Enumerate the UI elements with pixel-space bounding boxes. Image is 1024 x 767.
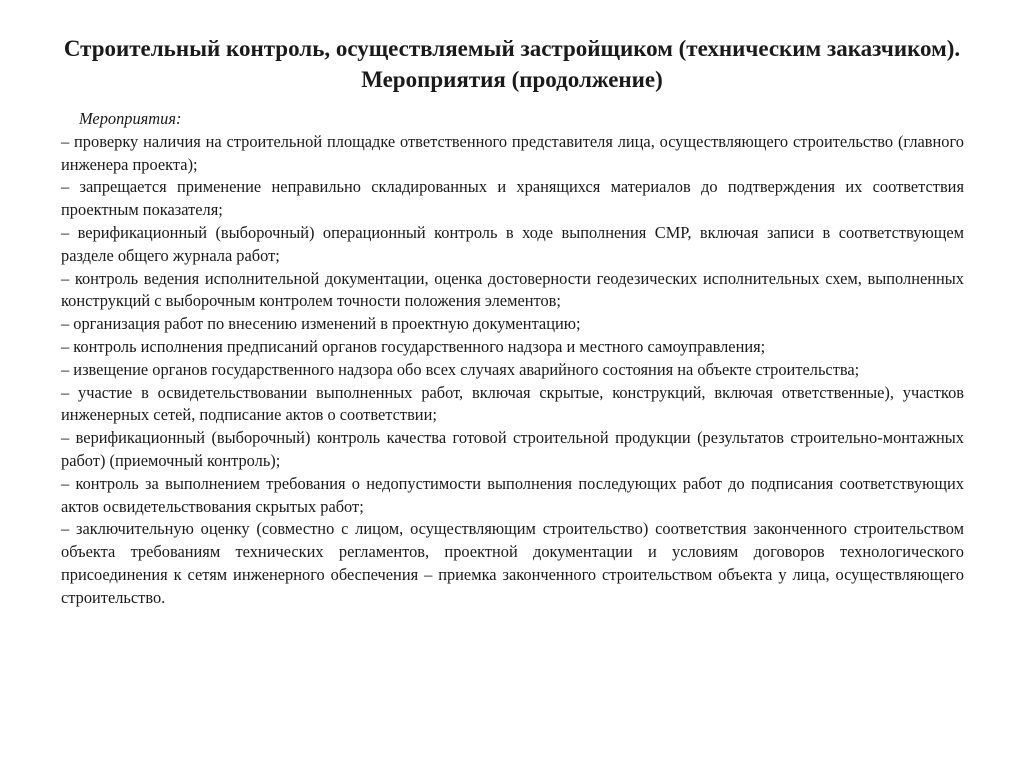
list-item: – участие в освидетельствовании выполненных работ, включая скрытые, конструкций, включая ответственные), участков инженерных сетей, подписание актов о соответствии; (61, 382, 964, 425)
subheading: Мероприятия: (79, 109, 182, 128)
list-item: – контроль исполнения предписаний органов государственного надзора и местного самоуправления; (61, 336, 766, 356)
list-item: – проверку наличия на строительной площадке ответственного представителя лица, осуществляющего строительство (главного инженера проекта); (61, 131, 964, 174)
slide-title: Строительный контроль, осуществляемый застройщиком (техническим заказчиком). Мероприятия (продолжение) (63, 36, 961, 92)
list-item: – контроль ведения исполнительной документации, оценка достоверности геодезических исполнительных схем, выполненных конструкций с выборочным контролем точности положения элементов; (61, 268, 964, 311)
slide-content (61, 108, 964, 610)
list-item: – извещение органов государственного надзора обо всех случаях аварийного состояния на объекте строительства; (61, 359, 860, 379)
list-item: – верификационный (выборочный) контроль качества готовой строительной продукции (результатов строительно-монтажных работ) (приемочный контроль); (61, 428, 964, 470)
list-item: – верификационный (выборочный) операционный контроль в ходе выполнения СМР, включая записи в соответствующем разделе общего журнала работ; (61, 222, 964, 265)
list-item: – контроль за выполнением требования о недопустимости выполнения последующих работ до подписания соответствующих актов освидетельствования скрытых работ; (61, 473, 964, 516)
list-item: – организация работ по внесению изменений в проектную документацию; (61, 314, 581, 334)
list-item: – запрещается применение неправильно складированных и хранящихся материалов до подтверждения их соответствия проектным показателя; (61, 177, 964, 220)
list-item: – заключительную оценку (совместно с лицом, осуществляющим строительство) соответствия законченного строительством объекта требованиям технических регламентов, проектной документации и условиям договоров технологического присоединения к сетям инженерного обеспечения – приемка законченного строительством объекта у лица, осуществляющего строительство. (61, 519, 964, 607)
